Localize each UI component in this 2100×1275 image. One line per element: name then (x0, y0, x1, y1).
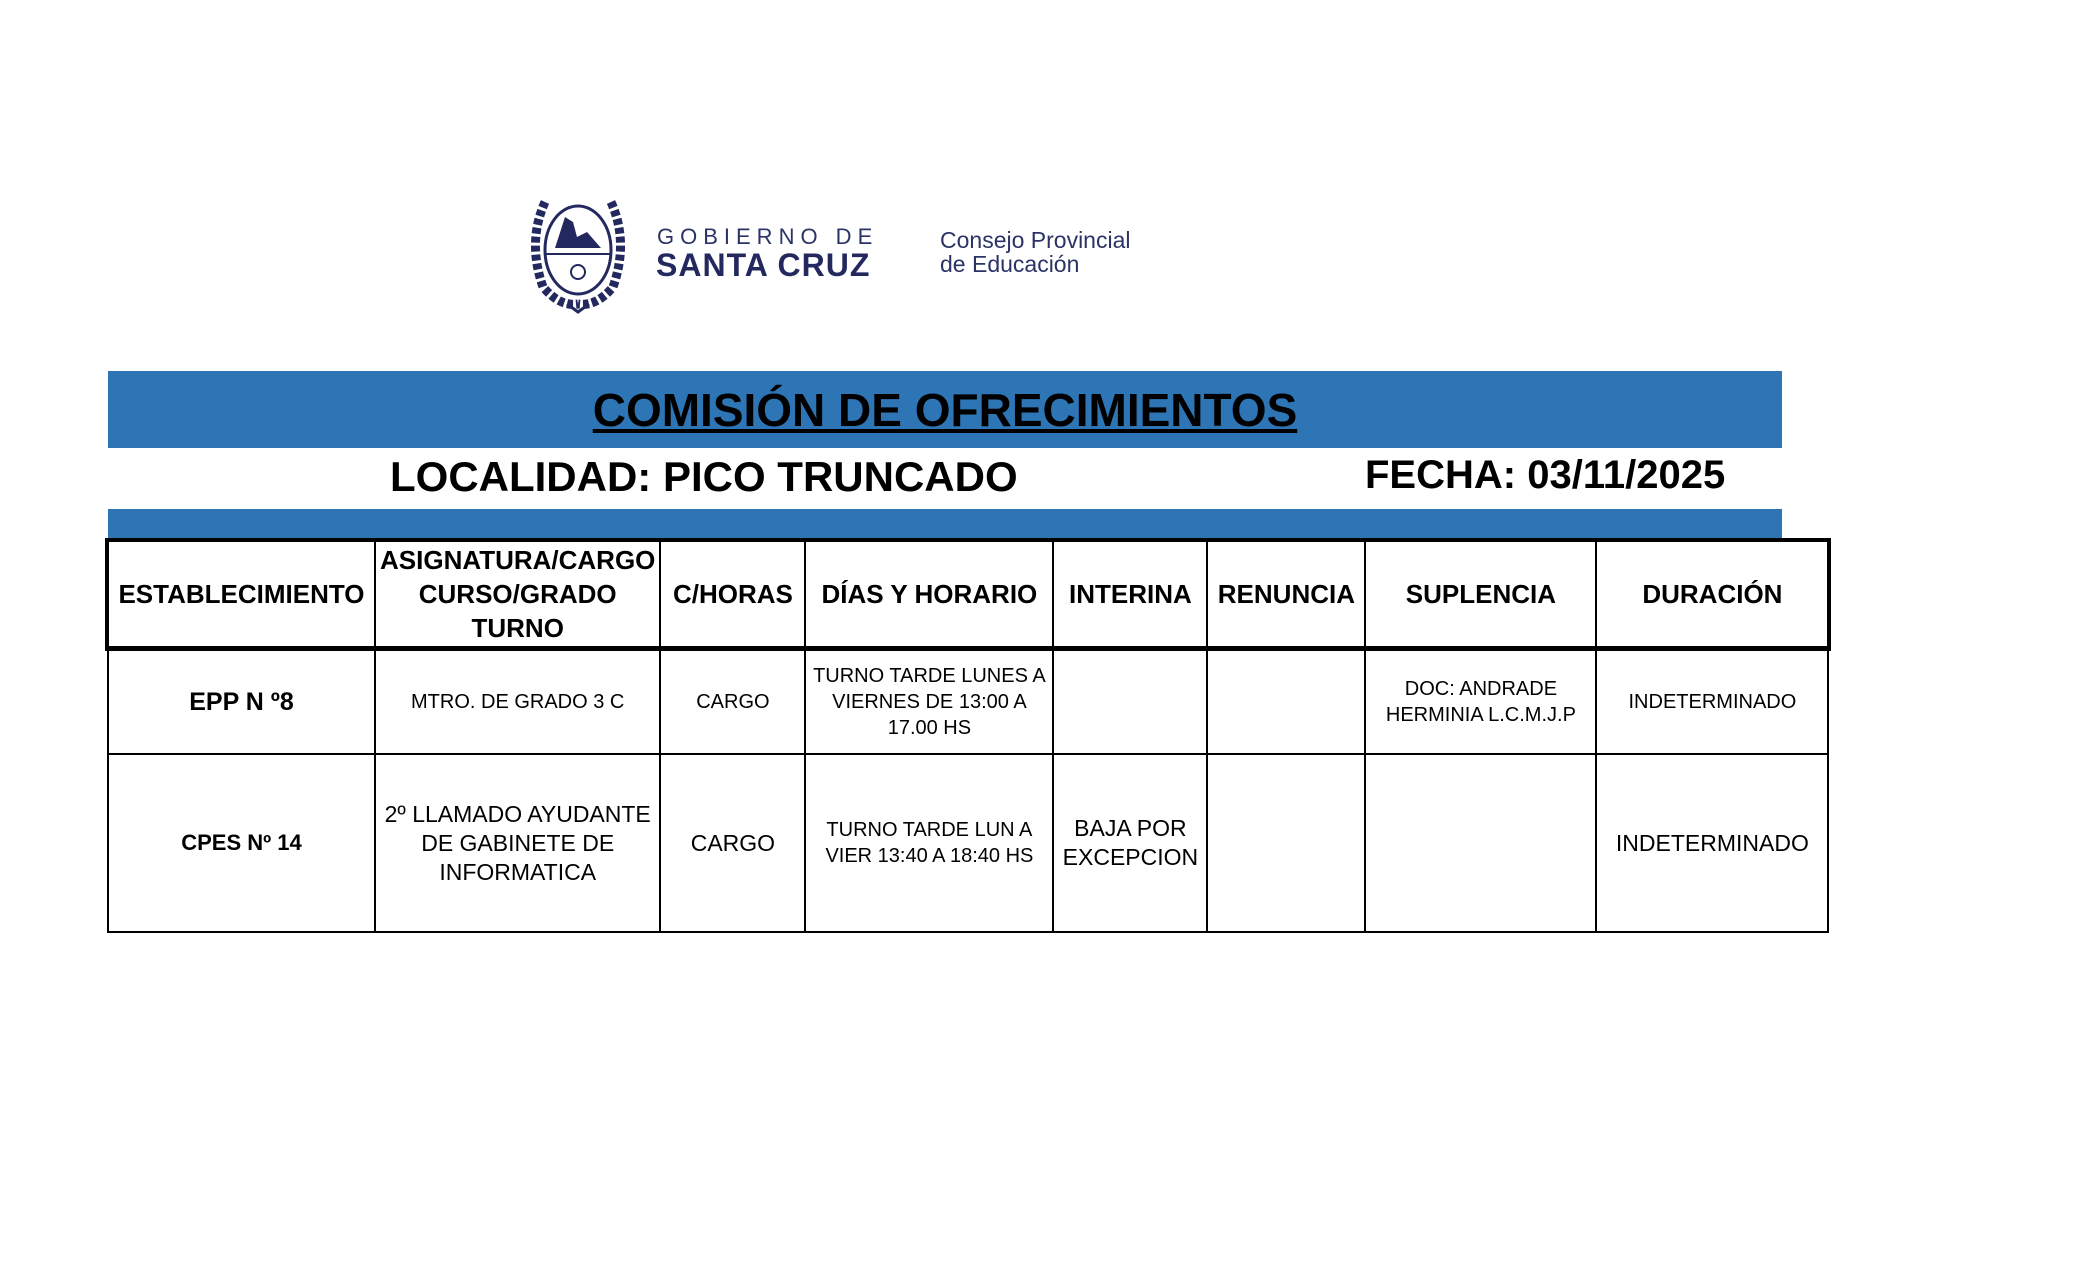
table-row (108, 754, 1828, 932)
col-header: ASIGNATURA/CARGO CURSO/GRADO TURNO (375, 541, 660, 649)
logo-consejo-line2: de Educación (940, 251, 1080, 277)
logo-santa-cruz: SANTA CRUZ (656, 247, 871, 283)
separator-bar (108, 509, 1782, 538)
col-header: RENUNCIA (1207, 541, 1365, 649)
title-bar (108, 371, 1782, 448)
cell: CPES Nº 14 (108, 754, 375, 932)
col-header: DÍAS Y HORARIO (805, 541, 1053, 649)
cell: EPP N º8 (108, 648, 375, 754)
col-header: DURACIÓN (1596, 541, 1828, 649)
page-title: COMISIÓN DE OFRECIMIENTOS (592, 383, 1298, 436)
cell (1053, 648, 1207, 754)
logo-consejo-line1: Consejo Provincial (940, 227, 1131, 253)
table-row (108, 648, 1828, 754)
cell: 2º LLAMADO AYUDANTE DE GABINETE DE INFORMATICA (375, 754, 660, 932)
cell: DOC: ANDRADE HERMINIA L.C.M.J.P (1365, 648, 1596, 754)
table-header-row (108, 541, 1828, 649)
cell (1207, 754, 1365, 932)
logo-consejo (940, 228, 1130, 276)
cell: MTRO. DE GRADO 3 C (375, 648, 660, 754)
cell: CARGO (660, 754, 805, 932)
cell (1207, 648, 1365, 754)
col-header: C/HORAS (660, 541, 805, 649)
localidad: LOCALIDAD: PICO TRUNCADO (390, 453, 1018, 500)
cell: INDETERMINADO (1596, 754, 1828, 932)
santa-cruz-seal-logo (525, 192, 631, 314)
cell: BAJA POR EXCEPCION (1053, 754, 1207, 932)
cell (1365, 754, 1596, 932)
fecha: FECHA: 03/11/2025 (1365, 453, 1726, 497)
cell: TURNO TARDE LUN A VIER 13:40 A 18:40 HS (805, 754, 1053, 932)
cell: TURNO TARDE LUNES A VIERNES DE 13:00 A 17.00 HS (805, 648, 1053, 754)
logo-gobierno-de: GOBIERNO DE (657, 224, 879, 249)
col-header: ESTABLECIMIENTO (108, 541, 375, 649)
col-header: SUPLENCIA (1365, 541, 1596, 649)
col-header: INTERINA (1053, 541, 1207, 649)
cell: CARGO (660, 648, 805, 754)
cell: INDETERMINADO (1596, 648, 1828, 754)
offers-table (107, 539, 1829, 933)
